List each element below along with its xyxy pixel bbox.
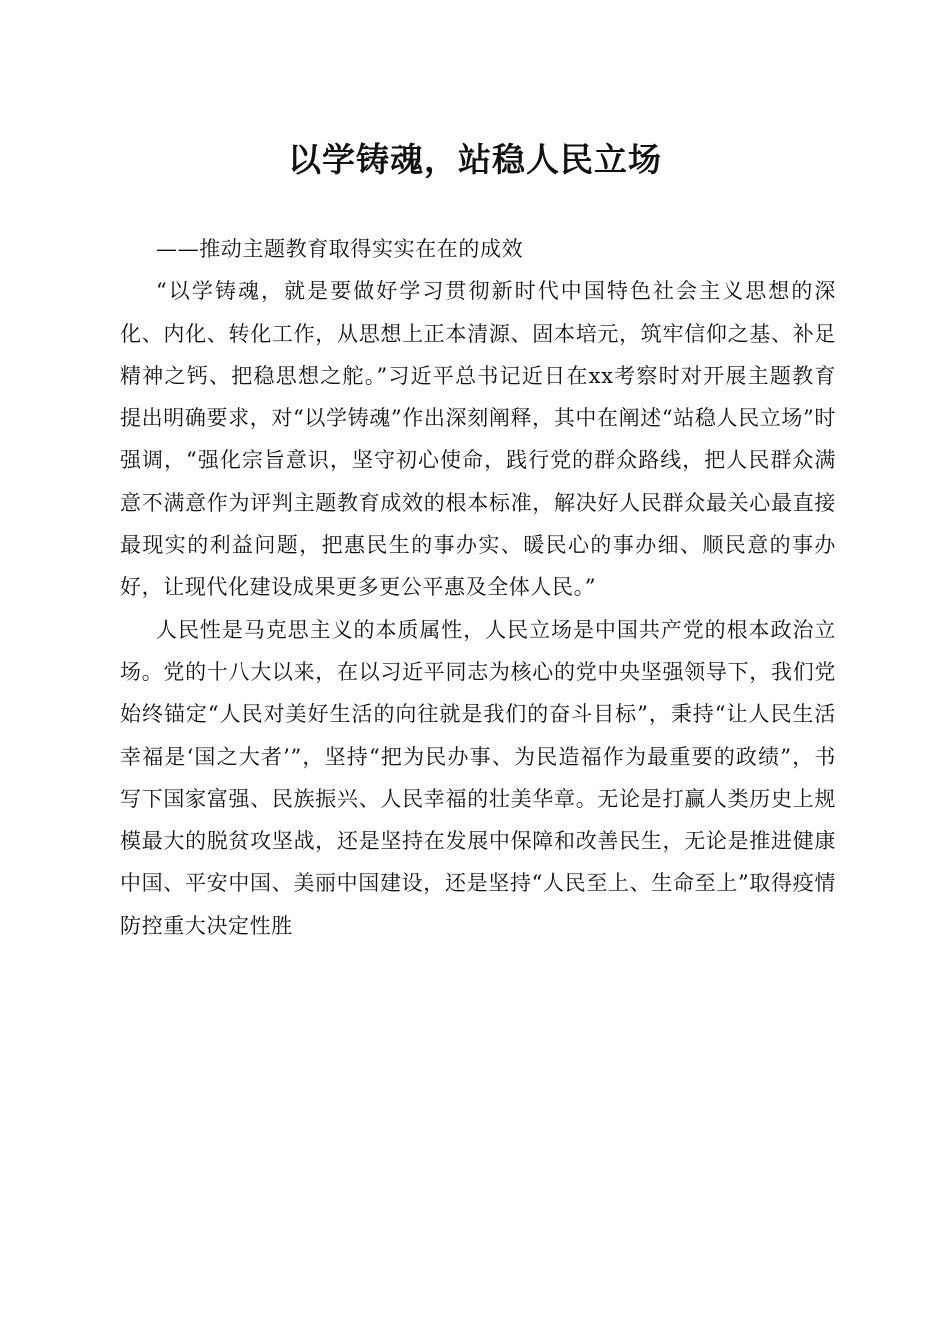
- document-body: [120, 228, 836, 947]
- document-title: 以学铸魂，站稳人民立场: [288, 140, 662, 179]
- paragraph-1: “以学铸魂，就是要做好学习贯彻新时代中国特色社会主义思想的深化、内化、转化工作，从思想上正本清源、固本培元，筑牢信仰之基、补足精神之钙、把稳思想之舵。”习近平总书记近日在xx考察时对开展主题教育提出明确要求，对“以学铸魂”作出深刻阐释，其中在阐述“站稳人民立场”时强调，“强化宗旨意识，坚守初心使命，践行党的群众路线，把人民群众满意不满意作为评判主题教育成效的根本标准，解决好人民群众最关心最直接最现实的利益问题，把惠民生的事办实、暖民心的事办细、顺民意的事办好，让现代化建设成果更多更公平惠及全体人民。”: [120, 279, 836, 600]
- paragraph-2: 人民性是马克思主义的本质属性，人民立场是中国共产党的根本政治立场。党的十八大以来，在以习近平同志为核心的党中央坚强领导下，我们党始终锚定“人民对美好生活的向往就是我们的奋斗目标”，秉持“让人民生活幸福是‘国之大者’”，坚持“把为民办事、为民造福作为最重要的政绩”，书写下国家富强、民族振兴、人民幸福的壮美华章。无论是打赢人类历史上规模最大的脱贫攻坚战，还是坚持在发展中保障和改善民生，无论是推进健康中国、平安中国、美丽中国建设，还是坚持“人民至上、生命至上”取得疫情防控重大决定性胜: [120, 617, 836, 938]
- document-subtitle: ——推动主题教育取得实实在在的成效: [156, 237, 524, 261]
